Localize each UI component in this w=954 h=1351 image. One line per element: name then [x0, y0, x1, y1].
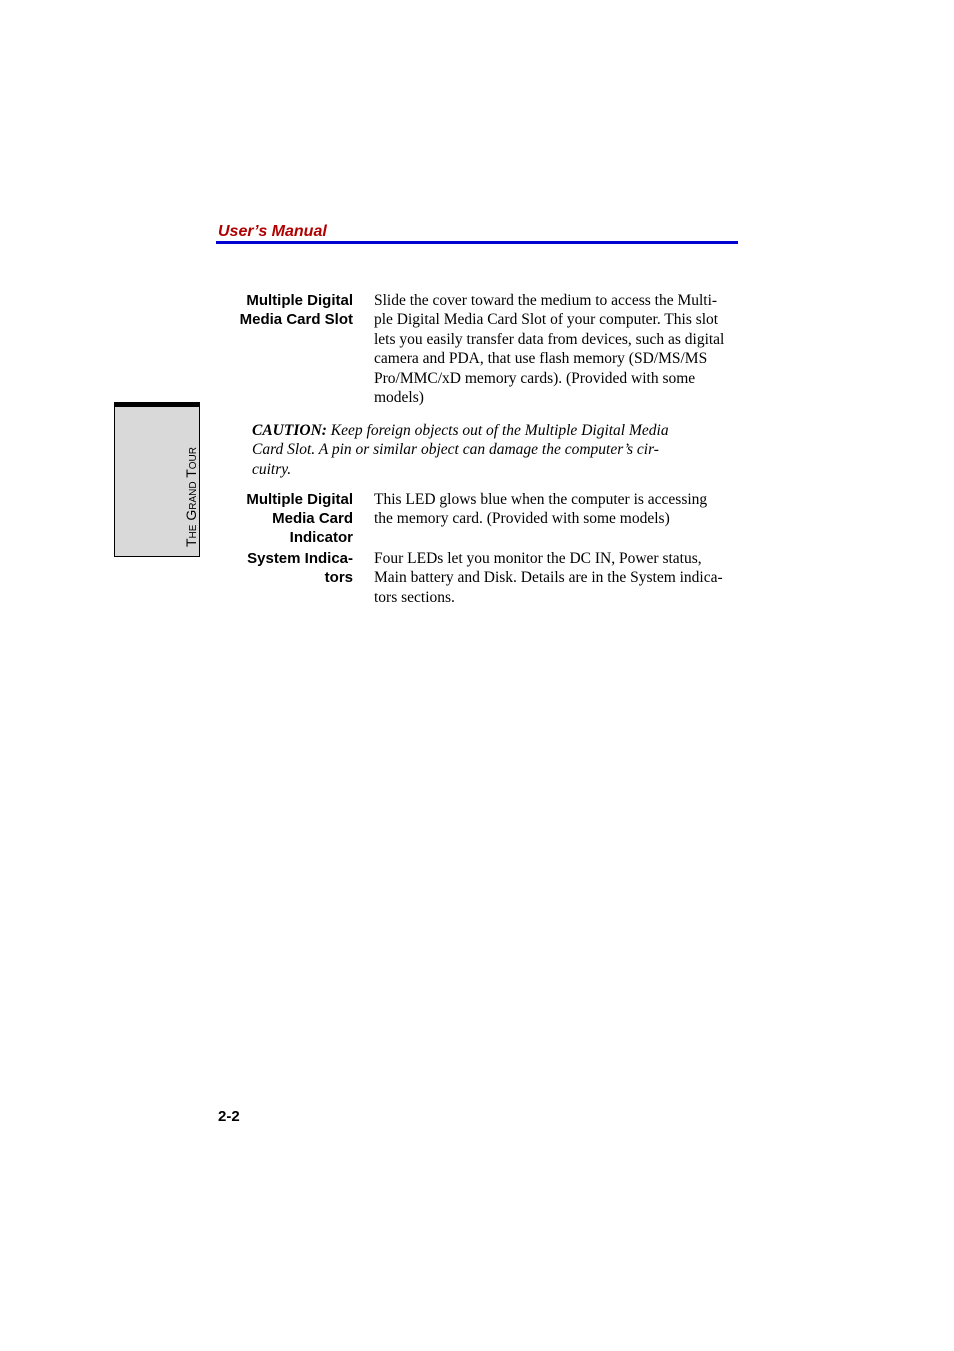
- term-line: Multiple Digital: [246, 491, 353, 508]
- description-line: camera and PDA, that use flash memory (SD/MS/MS: [374, 350, 708, 368]
- description-line: ple Digital Media Card Slot of your computer. This slot: [374, 311, 719, 329]
- term-line: tors: [324, 569, 353, 586]
- page-number: 2-2: [218, 1108, 240, 1125]
- term-line: Multiple Digital: [246, 292, 353, 309]
- running-header-title: User’s Manual: [218, 223, 327, 240]
- description-line: the memory card. (Provided with some models): [374, 510, 670, 528]
- description-line: models): [374, 389, 424, 407]
- description-line: Pro/MMC/xD memory cards). (Provided with some: [374, 369, 696, 387]
- description-line: Slide the cover toward the medium to access the Multi-: [374, 292, 718, 309]
- description-line: Main battery and Disk. Details are in the System indica-: [374, 569, 723, 587]
- description-card-indicator: [374, 490, 707, 529]
- description-line: Four LEDs let you monitor the DC IN, Power status,: [374, 550, 702, 567]
- caution-note: [252, 421, 669, 479]
- header-rule: [216, 241, 738, 244]
- caution-line: [252, 421, 669, 440]
- chapter-side-tab: [114, 402, 200, 557]
- caution-label: CAUTION:: [252, 422, 327, 439]
- description-line: lets you easily transfer data from devices, such as digital: [374, 330, 725, 348]
- description-system-indicators: [374, 549, 723, 607]
- term-card-slot: [240, 291, 353, 329]
- caution-text: Keep foreign objects out of the Multiple Digital Media: [326, 422, 669, 439]
- term-card-indicator: [246, 490, 353, 547]
- caution-line: cuitry.: [252, 460, 292, 478]
- description-line: This LED glows blue when the computer is accessing: [374, 491, 708, 508]
- term-line: Media Card Slot: [239, 311, 353, 328]
- chapter-tab-label: The Grand Tour: [183, 447, 199, 547]
- term-line: Media Card: [272, 510, 353, 527]
- term-line: Indicator: [289, 529, 353, 546]
- term-line: System Indica-: [247, 550, 353, 567]
- description-card-slot: [374, 291, 724, 407]
- term-system-indicators: [247, 549, 353, 587]
- caution-line: Card Slot. A pin or similar object can damage the computer’s cir-: [252, 441, 659, 459]
- description-line: tors sections.: [374, 588, 455, 606]
